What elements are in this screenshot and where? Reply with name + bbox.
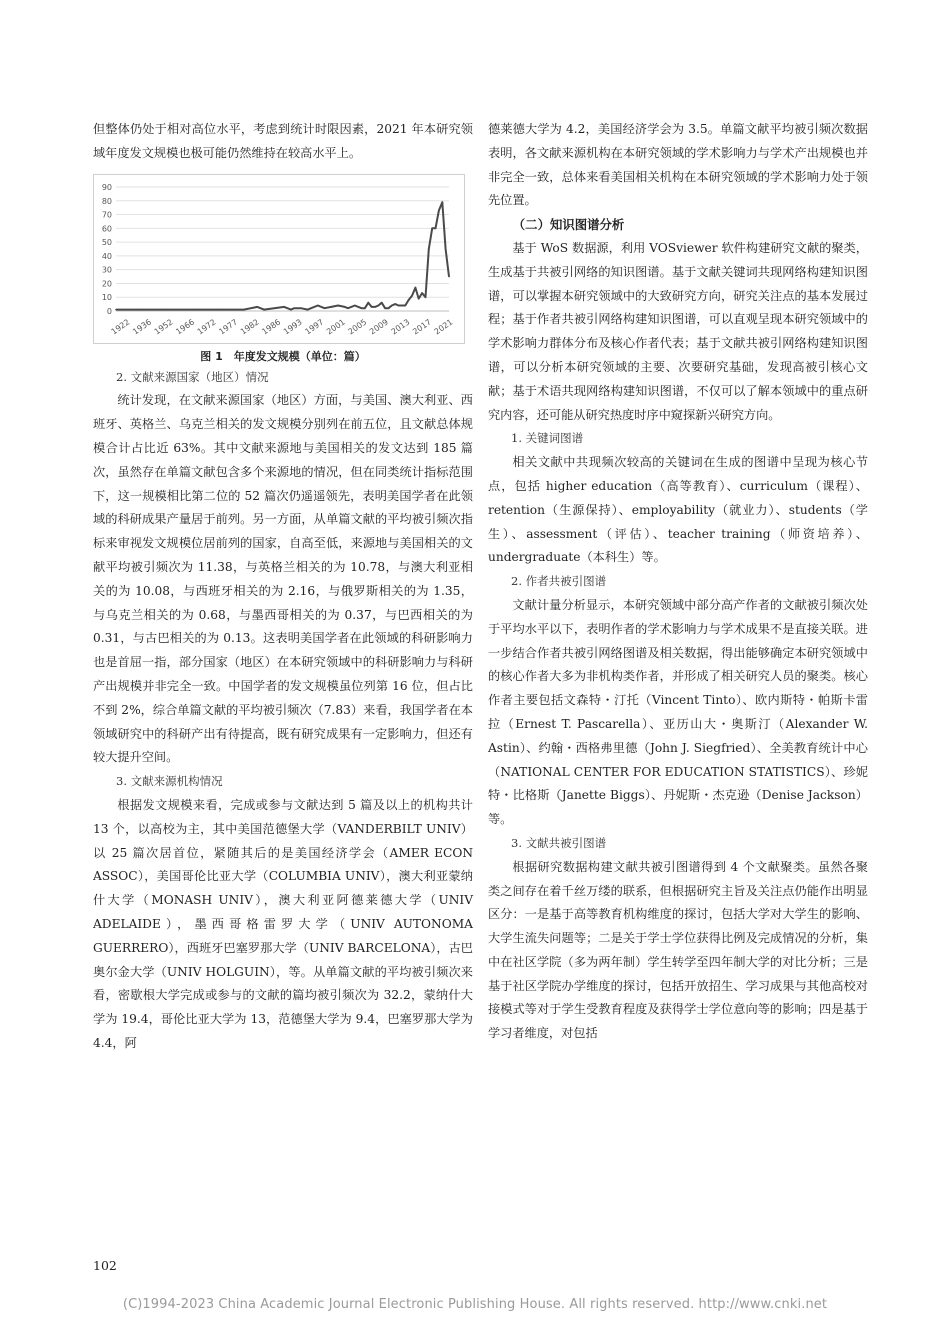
right-column [488, 118, 868, 1046]
data-point [162, 308, 164, 310]
x-tick-label: 2021 [432, 317, 455, 337]
keyword-map-text: 相关文献中共现频次较高的关键词在生成的图谱中呈现为核心节点，包括 higher education（高等教育）、curriculum（课程）、retention（生源保持）、employability（就业力）、students（学生）、assessment（评估）、teacher training（师资培养）、undergraduate（本科生）等。 [488, 455, 868, 565]
document-cocitation-text: 根据研究数据构建文献共被引图谱得到 4 个文献聚类。虽然各聚类之间存在着千丝万缕的联系，但根据研究主旨及关注点仍能作出明显区分：一是基于高等教育机构维度的探讨，包括大学对大学生的影响、大学生流失问题等；二是关于学士学位获得比例及完成情况的分析，集中在社区学院（多为两年制）学生转学至四年制大学的对比分析；三是基于社区学院办学维度的探讨，包括开放招生、学习成果与其他高校对接模式等对于学生受教育程度及获得学士学位意向等的影响；四是基于学习者维度，对包括 [488, 859, 868, 1041]
data-point [391, 304, 393, 306]
data-point [448, 275, 450, 277]
data-point [384, 307, 386, 309]
x-tick-label: 1986 [260, 317, 283, 337]
y-tick-label: 90 [101, 182, 112, 192]
paragraph-continued: 但整体仍处于相对高位水平，考虑到统计时限因素，2021 年本研究领域年度发文规模也极可能仍然维持在较高水平上。 [93, 122, 473, 160]
y-tick-label: 80 [101, 196, 112, 206]
data-point [307, 308, 309, 310]
x-tick-label: 2009 [368, 317, 390, 337]
data-point [425, 296, 427, 298]
data-point [361, 307, 363, 309]
data-point [428, 248, 430, 250]
data-point [324, 307, 326, 309]
data-point [401, 304, 403, 306]
data-point [445, 248, 447, 250]
data-point [404, 304, 406, 306]
data-point [344, 306, 346, 308]
x-tick-label: 1966 [174, 317, 197, 337]
document-cocitation-heading: 3. 文献共被引图谱 [511, 835, 607, 850]
left-column [93, 118, 473, 1056]
data-point [381, 302, 383, 304]
y-tick-label: 20 [101, 279, 112, 289]
figure-1 [93, 174, 473, 364]
data-point [300, 307, 302, 309]
data-point [273, 307, 275, 309]
y-tick-label: 0 [106, 306, 112, 316]
y-tick-label: 50 [101, 237, 112, 247]
data-point [310, 307, 312, 309]
data-point [283, 306, 285, 308]
paragraph-continued-right: 德莱德大学为 4.2，美国经济学会为 3.5。单篇文献平均被引频次数据表明，各文献来源机构在本研究领域的学术影响力与学术产出规模也并非完全一致，总体来看美国相关机构在本研究领域的学术影响力处于领先位置。 [488, 122, 868, 208]
x-tick-label: 1982 [238, 317, 261, 337]
y-tick-label: 30 [101, 265, 112, 275]
section-2-text: 统计发现，在文献来源国家（地区）方面，与美国、澳大利亚、西班牙、英格兰、乌克兰相关的发文规模分别列在前五位，且文献总体规模合计占比近 63%。其中文献来源地与美国相关的发文达到 185 篇次，虽然存在单篇文献包含多个来源地的情况，但在同类统计指标范围下，这一规模相比第二位的 52 篇次仍遥遥领先，表明美国学者在此领域的科研成果产量居于前列。另一方面，从单篇文献的平均被引频次指标来审视发文规模位居前列的国家，自高至低，来源地与美国相关的文献平均被引频次为 11.38，与英格兰相关的为 10.78，与澳大利亚相关的为 10.08，与西班牙相关的为 2.16，与俄罗斯相关的为 1.35，与乌克兰相关的为 0.68，与墨西哥相关的为 0.37，与巴西相关的为 0.31，与古巴相关的为 0.13。这表明美国学者在此领域的科研影响力也是首屈一指，部分国家（地区）在本研究领域中的科研影响力与科研产出规模并非完全一致。中国学者的发文规模虽位列第 16 位，但占比不到 2%，综合单篇文献的平均被引频次（7.83）来看，我国学者在本领域研究中的科研产出有待提高，既有研究成果有一定影响力，但还有较大提升空间。 [93, 393, 473, 765]
data-point [441, 201, 443, 203]
x-tick-label: 1993 [281, 317, 304, 337]
page-number: 102 [93, 1258, 117, 1273]
y-tick-label: 10 [101, 292, 112, 302]
x-tick-label: 1997 [303, 317, 326, 337]
data-point [216, 308, 218, 310]
y-tick-label: 70 [101, 210, 112, 220]
keyword-map-heading: 1. 关键词图谱 [511, 431, 584, 446]
data-point [398, 304, 400, 306]
x-tick-label: 1972 [195, 317, 218, 337]
x-tick-label: 2017 [411, 317, 433, 337]
copyright-footer: (C)1994-2023 China Academic Journal Electronic Publishing House. All rights reserved. http://www.cnki.net [122, 1297, 828, 1312]
knowledge-map-heading: （二）知识图谱分析 [512, 217, 625, 233]
data-point [317, 304, 319, 306]
x-tick-label: 2005 [346, 317, 369, 337]
data-point [371, 306, 373, 308]
data-point [290, 308, 292, 310]
chart-frame [93, 174, 465, 344]
data-point [394, 303, 396, 305]
data-point [378, 304, 380, 306]
data-point [408, 299, 410, 301]
section-3-text: 根据发文规模来看，完成或参与文献达到 5 篇及以上的机构共计 13 个，以高校为主，其中美国范德堡大学（VANDERBILT UNIV）以 25 篇次居首位，紧随其后的是美国经济学会（AMER ECON ASSOC），美国哥伦比亚大学（COLUMBIA UNIV），澳大利亚蒙纳什大学（MONASH UNIV），澳大利亚阿德莱德大学（UNIV ADELAIDE），墨西哥格雷罗大学（UNIV AUTONOMA GUERRERO），西班牙巴塞罗那大学（UNIV BARCELONA），古巴奥尔金大学（UNIV HOLGUIN），等。从单篇文献的平均被引频次来看，密歇根大学完成或参与的文献的篇均被引频次为 32.2，蒙纳什大学为 19.4，哥伦比亚大学为 13，范德堡大学为 9.4，巴塞罗那大学为 4.4，阿 [93, 797, 473, 1050]
data-point [438, 209, 440, 211]
data-point [388, 307, 390, 309]
y-tick-label: 40 [101, 251, 112, 261]
data-point [431, 227, 433, 229]
knowledge-map-intro: 基于 WoS 数据源，利用 VOSviewer 软件构建研究文献的聚类，生成基于共被引网络的知识图谱。基于文献关键词共现网络构建知识图谱，可以掌握本研究领域中的大致研究方向，研究关注点的基本发展过程；基于作者共被引网络构建知识图谱，可以直观呈现本研究领域中的学术影响力群体分布及核心作者代表；基于文献共被引网络构建知识图谱，可以分析本研究领域的主要、次要研究基础，发现高被引核心文献；基于术语共现网络构建知识图谱，不仅可以了解本领域中的重点研究内容，还可能从研究热度时序中窥探新兴研究方向。 [488, 240, 868, 422]
data-point [293, 307, 295, 309]
data-point [364, 307, 366, 309]
data-point [347, 307, 349, 309]
data-point [418, 297, 420, 299]
data-point [367, 302, 369, 304]
section-2-heading: 2. 文献来源国家（地区）情况 [116, 369, 269, 384]
data-point [374, 306, 376, 308]
data-point [243, 308, 245, 310]
annual-publication-line-chart [94, 175, 464, 343]
data-point [411, 295, 413, 297]
data-point [193, 308, 195, 310]
data-point [337, 304, 339, 306]
data-point [354, 304, 356, 306]
x-tick-label: 1936 [131, 317, 154, 337]
author-cocitation-text: 文献计量分析显示，本研究领域中部分高产作者的文献被引频次处于平均水平以下，表明作者的学术影响力与学术成果不是直接关联。进一步结合作者共被引网络图谱及相关数据，得出能够确定本研究领域中的核心作者大多为非机构类作者，并形成了相关研究人员的聚类。核心作者主要包括文森特・汀托（Vincent Tinto）、欧内斯特・帕斯卡雷拉（Ernest T. Pascarella）、亚历山大・奥斯汀（Alexander W. Astin）、约翰・西格弗里德（John J. Siegfried）、全美教育统计中心（NATIONAL CENTER FOR EDUCATION STATISTICS）、珍妮特・比格斯（Janette Biggs）、丹妮斯・杰克逊（Denise Jackson）等。 [488, 597, 868, 827]
x-tick-label: 2001 [324, 317, 347, 337]
section-3-heading: 3. 文献来源机构情况 [116, 774, 223, 789]
x-tick-label: 2013 [389, 317, 412, 337]
data-point [263, 308, 265, 310]
data-point [256, 306, 258, 308]
data-point [330, 306, 332, 308]
data-point [435, 227, 437, 229]
x-tick-label: 1977 [217, 317, 240, 337]
figure-caption: 图 1 年度发文规模（单位：篇） [200, 349, 366, 363]
x-tick-label: 1922 [109, 317, 132, 337]
author-cocitation-heading: 2. 作者共被引图谱 [511, 574, 607, 589]
data-point [421, 292, 423, 294]
data-point [142, 308, 144, 310]
data-point [115, 308, 117, 310]
y-tick-label: 60 [101, 223, 112, 233]
data-point [415, 286, 417, 288]
x-tick-label: 1952 [152, 317, 175, 337]
